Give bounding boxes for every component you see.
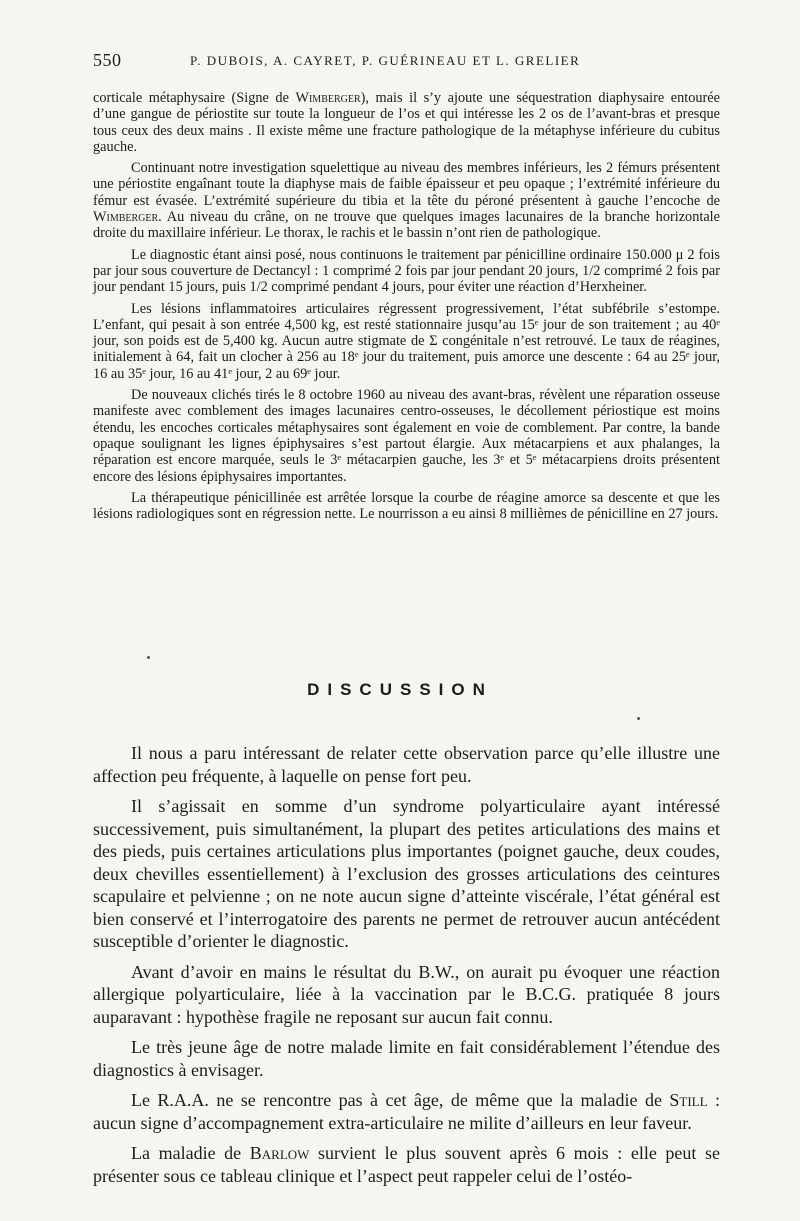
page-number: 550 xyxy=(93,50,122,70)
paragraph: Avant d’avoir en mains le résultat du B.W., on aurait pu évoquer une réaction allergique polyarticulaire, liée à la vaccination par le B.C.G. pratiquée 8 jours auparavant : hypothèse fragile ne reposant sur aucun fait connu. xyxy=(93,961,720,1027)
paragraph: Le diagnostic étant ainsi posé, nous continuons le traitement par pénicilline ordinaire 150.000 μ 2 fois par jour sous couverture de Dectancyl : 1 comprimé 2 fois par jour pendant 20 jours, 1/2 comprimé 2 fois par jour pendant 15 jours, puis 1/2 comprimé pendant 4 jours, pour éviter une réaction d’Herxheiner. xyxy=(93,246,720,296)
paragraph: corticale métaphysaire (Signe de Wimberger), mais il s’y ajoute une séquestration diaphysaire entourée d’une gangue de périostite sur toute la longueur de l’os et qui intéresse les 2 os de l’avant-bras et presque tous ceux des deux mains . Il existe même une fracture pathologique de la métaphyse inférieure du cubitus gauche. xyxy=(93,90,720,155)
paragraph: La thérapeutique pénicillinée est arrêtée lorsque la courbe de réagine amorce sa descente et que les lésions radiologiques sont en régression nette. Le nourrisson a eu ainsi 8 millièmes de pénicilline en 27 jours. xyxy=(93,489,720,523)
paragraph: Il s’agissait en somme d’un syndrome polyarticulaire ayant intéressé successivement, puis simultanément, la plupart des petites articulations des mains et des pieds, puis certaines articulations plus importantes (poignet gauche, deux coudes, deux chevilles essentiellement) à l’exclusion des grosses articulations des ceintures scapulaire et pelvienne ; on ne note aucun signe d’atteinte viscérale, l’état général est bien conservé et l’interrogatoire des parents ne permet de retrouver aucun antécédent susceptible d’orienter le diagnostic. xyxy=(93,796,720,951)
paragraph: La maladie de Barlow survient le plus souvent après 6 mois : elle peut se présenter sous ce tableau clinique et l’aspect peut rappeler celui de l’ostéo- xyxy=(93,1143,720,1186)
paragraph: Continuant notre investigation squelettique au niveau des membres inférieurs, les 2 fémurs présentent une périostite engaînant toute la diaphyse mais de faible épaisseur et peu opaque ; l’extrémité inférieure du fémur est évasée. L’extrémité supérieure du tibia et la tête du péroné présentent à gauche l’encoche de Wimberger. Au niveau du crâne, on ne trouve que quelques images lacunaires de la branche horizontale droite du maxillaire inférieur. Le thorax, le rachis et le bassin n’ont rien de pathologique. xyxy=(93,160,720,242)
discussion-text xyxy=(93,742,720,1195)
section-title-discussion: DISCUSSION xyxy=(307,680,493,699)
paragraph: Les lésions inflammatoires articulaires régressent progressivement, l’état subfébrile s’estompe. L’enfant, qui pesait à son entrée 4,500 kg, est resté stationnaire jusqu’au 15ᵉ jour de son traitement ; au 40ᵉ jour, son poids est de 5,400 kg. Aucun autre stigmate de Σ congénitale n’est retrouvé. Le taux de réagines, initialement à 64, fait un clocher à 256 au 18ᵉ jour du traitement, puis amorce une descente : 64 au 25ᵉ jour, 16 au 35ᵉ jour, 16 au 41ᵉ jour, 2 au 69ᵉ jour. xyxy=(93,300,720,382)
page-header xyxy=(93,50,707,72)
observation-text xyxy=(93,90,720,527)
print-speck xyxy=(147,656,150,659)
paragraph: Le R.A.A. ne se rencontre pas à cet âge, de même que la maladie de Still : aucun signe d’accompagnement extra-articulaire ne milite d’ailleurs en leur faveur. xyxy=(93,1090,720,1133)
paragraph: Le très jeune âge de notre malade limite en fait considérablement l’étendue des diagnostics à envisager. xyxy=(93,1037,720,1080)
paragraph: Il nous a paru intéressant de relater cette observation parce qu’elle illustre une affection peu fréquente, à laquelle on pense fort peu. xyxy=(93,743,720,786)
print-speck xyxy=(637,717,640,720)
running-head-authors: P. DUBOIS, A. CAYRET, P. GUÉRINEAU ET L. GRELIER xyxy=(190,53,581,68)
paragraph: De nouveaux clichés tirés le 8 octobre 1960 au niveau des avant-bras, révèlent une réparation osseuse manifeste avec comblement des images lacunaires centro-osseuses, le décollement périostique est moins étendu, les encoches corticales métaphysaires sont également en voie de comblement. Par contre, la bande opaque soulignant les lignes épiphysaires s’est partout élargie. Aux métacarpiens et aux phalanges, la réparation est encore marquée, seuls le 3ᵉ métacarpien gauche, les 3ᵉ et 5ᵉ métacarpiens droits présentent encore des lésions épiphysaires importantes. xyxy=(93,387,720,485)
